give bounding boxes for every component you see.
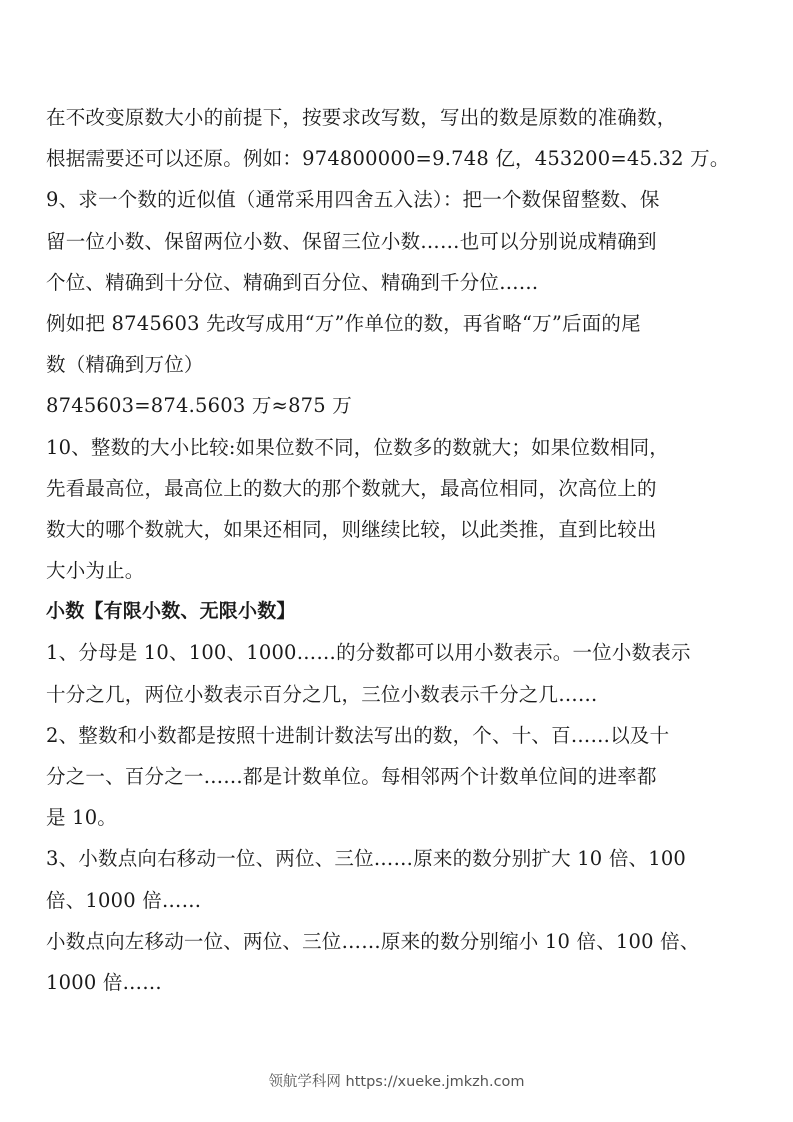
footer-watermark: 领航学科网 https://xueke.jmkzh.com: [268, 1074, 525, 1090]
item-3-line: 3、小数点向右移动一位、两位、三位……原来的数分别扩大 10 倍、100: [46, 847, 687, 871]
section-heading: 小数【有限小数、无限小数】: [46, 600, 296, 623]
text-line: 小数点向左移动一位、两位、三位……原来的数分别缩小 10 倍、100 倍、: [46, 929, 700, 953]
text-line: 分之一、百分之一……都是计数单位。每相邻两个计数单位间的进率都: [46, 765, 657, 788]
text-line: 个位、精确到十分位、精确到百分位、精确到千分位……: [46, 270, 539, 294]
text-line: 十分之几，两位小数表示百分之几，三位小数表示千分之几……: [46, 682, 598, 706]
item-9-line: 9、求一个数的近似值（通常采用四舍五入法）：把一个数保留整数、保: [46, 188, 660, 212]
item-1-line: 1、分母是 10、100、1000……的分数都可以用小数表示。一位小数表示: [46, 641, 691, 665]
text-line: 留一位小数、保留两位小数、保留三位小数……也可以分别说成精确到: [46, 229, 657, 253]
text-line: 倍、1000 倍……: [46, 888, 202, 912]
text-line: 在不改变原数大小的前提下，按要求改写数，写出的数是原数的准确数，: [46, 106, 677, 129]
formula-line: 8745603=874.5603 万≈875 万: [46, 394, 352, 418]
text-line: 根据需要还可以还原。例如：974800000=9.748 亿，453200=45.32 万。: [46, 147, 730, 171]
text-line: 先看最高位，最高位上的数大的那个数就大，最高位相同，次高位上的: [46, 476, 657, 500]
text-line: 是 10。: [46, 806, 118, 830]
document-page: [46, 97, 752, 1003]
example-line: 例如把 8745603 先改写成用“万”作单位的数，再省略“万”后面的尾: [46, 311, 641, 335]
text-line: 1000 倍……: [46, 970, 162, 994]
item-10-line: 10、整数的大小比较:如果位数不同，位数多的数就大；如果位数相同，: [46, 435, 669, 459]
text-line: 数大的哪个数就大，如果还相同，则继续比较，以此类推，直到比较出: [46, 517, 657, 541]
text-line: 大小为止。: [46, 559, 145, 583]
item-2-line: 2、整数和小数都是按照十进制计数法写出的数，个、十、百……以及十: [46, 723, 670, 747]
text-line: 数（精确到万位）: [46, 353, 204, 377]
